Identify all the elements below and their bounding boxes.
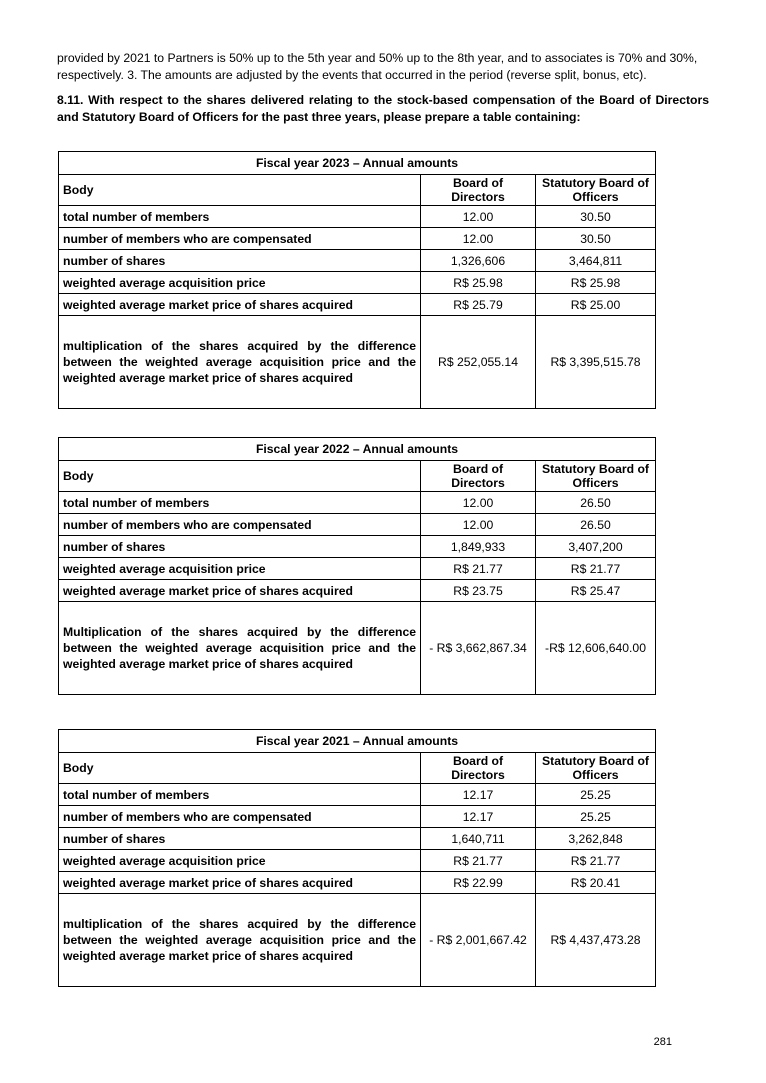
row-label: Multiplication of the shares acquired by the difference between the weighted average acquisition price and the weighted average market price of shares acquired <box>59 602 421 695</box>
table-row <box>59 272 656 294</box>
column-header-body: Body <box>59 175 421 206</box>
table-row <box>59 872 656 894</box>
table-title: Fiscal year 2022 – Annual amounts <box>59 438 656 461</box>
board-value: R$ 25.79 <box>421 294 536 316</box>
officers-value: R$ 21.77 <box>536 850 656 872</box>
board-value: R$ 23.75 <box>421 580 536 602</box>
column-header-board: Board of Directors <box>421 175 536 206</box>
column-header-board: Board of Directors <box>421 753 536 784</box>
officers-value: 30.50 <box>536 206 656 228</box>
table-row <box>59 828 656 850</box>
table-title: Fiscal year 2023 – Annual amounts <box>59 152 656 175</box>
officers-value: R$ 4,437,473.28 <box>536 894 656 987</box>
officers-value: R$ 21.77 <box>536 558 656 580</box>
page-number: 281 <box>653 1036 672 1048</box>
officers-value: 3,464,811 <box>536 250 656 272</box>
table-row <box>59 850 656 872</box>
row-label: number of members who are compensated <box>59 806 421 828</box>
board-value: 1,326,606 <box>421 250 536 272</box>
row-label: weighted average acquisition price <box>59 850 421 872</box>
row-label: weighted average market price of shares acquired <box>59 294 421 316</box>
row-label: number of members who are compensated <box>59 228 421 250</box>
table-row <box>59 492 656 514</box>
officers-value: 26.50 <box>536 492 656 514</box>
table-title: Fiscal year 2021 – Annual amounts <box>59 730 656 753</box>
officers-value: R$ 25.00 <box>536 294 656 316</box>
table-row <box>59 602 656 695</box>
board-value: 1,849,933 <box>421 536 536 558</box>
table-row <box>59 250 656 272</box>
table-row <box>59 580 656 602</box>
table-row <box>59 806 656 828</box>
board-value: - R$ 3,662,867.34 <box>421 602 536 695</box>
row-label: number of members who are compensated <box>59 514 421 536</box>
officers-value: 3,407,200 <box>536 536 656 558</box>
board-value: 1,640,711 <box>421 828 536 850</box>
row-label: total number of members <box>59 492 421 514</box>
officers-value: 25.25 <box>536 784 656 806</box>
board-value: 12.00 <box>421 228 536 250</box>
officers-value: R$ 20.41 <box>536 872 656 894</box>
officers-value: 30.50 <box>536 228 656 250</box>
intro-paragraph: provided by 2021 to Partners is 50% up to the 5th year and 50% up to the 8th year, and to associates is 70% and 30%, respectively. 3. The amounts are adjusted by the events that occurred in the period (reverse split, bonus, etc). <box>57 51 698 82</box>
row-label: number of shares <box>59 828 421 850</box>
row-label: weighted average acquisition price <box>59 272 421 294</box>
officers-value: R$ 3,395,515.78 <box>536 316 656 409</box>
column-header-officers: Statutory Board of Officers <box>536 461 656 492</box>
board-value: R$ 22.99 <box>421 872 536 894</box>
table-fiscal-year-2021 <box>58 729 656 987</box>
table-row <box>59 294 656 316</box>
column-header-board: Board of Directors <box>421 461 536 492</box>
board-value: 12.17 <box>421 806 536 828</box>
row-label: multiplication of the shares acquired by the difference between the weighted average acquisition price and the weighted average market price of shares acquired <box>59 894 421 987</box>
officers-value: -R$ 12,606,640.00 <box>536 602 656 695</box>
row-label: total number of members <box>59 784 421 806</box>
board-value: 12.00 <box>421 492 536 514</box>
row-label: total number of members <box>59 206 421 228</box>
section-heading: 8.11. With respect to the shares delivered relating to the stock-based compensation of the Board of Directors and Statutory Board of Officers for the past three years, please prepare a table containing: <box>57 93 709 124</box>
document-page <box>57 50 709 134</box>
table-row <box>59 514 656 536</box>
officers-value: 3,262,848 <box>536 828 656 850</box>
row-label: number of shares <box>59 250 421 272</box>
column-header-body: Body <box>59 461 421 492</box>
officers-value: R$ 25.47 <box>536 580 656 602</box>
board-value: 12.00 <box>421 206 536 228</box>
table-row <box>59 536 656 558</box>
row-label: multiplication of the shares acquired by the difference between the weighted average acquisition price and the weighted average market price of shares acquired <box>59 316 421 409</box>
table-row <box>59 228 656 250</box>
row-label: weighted average market price of shares acquired <box>59 580 421 602</box>
table-fiscal-year-2022 <box>58 437 656 695</box>
table-fiscal-year-2023 <box>58 151 656 409</box>
row-label: weighted average market price of shares acquired <box>59 872 421 894</box>
board-value: - R$ 2,001,667.42 <box>421 894 536 987</box>
table-row <box>59 784 656 806</box>
board-value: R$ 21.77 <box>421 850 536 872</box>
officers-value: 26.50 <box>536 514 656 536</box>
table-row <box>59 206 656 228</box>
row-label: weighted average acquisition price <box>59 558 421 580</box>
board-value: 12.17 <box>421 784 536 806</box>
row-label: number of shares <box>59 536 421 558</box>
column-header-officers: Statutory Board of Officers <box>536 175 656 206</box>
column-header-body: Body <box>59 753 421 784</box>
table-row <box>59 316 656 409</box>
table-row <box>59 894 656 987</box>
officers-value: R$ 25.98 <box>536 272 656 294</box>
table-row <box>59 558 656 580</box>
column-header-officers: Statutory Board of Officers <box>536 753 656 784</box>
board-value: R$ 21.77 <box>421 558 536 580</box>
board-value: 12.00 <box>421 514 536 536</box>
board-value: R$ 252,055.14 <box>421 316 536 409</box>
officers-value: 25.25 <box>536 806 656 828</box>
board-value: R$ 25.98 <box>421 272 536 294</box>
